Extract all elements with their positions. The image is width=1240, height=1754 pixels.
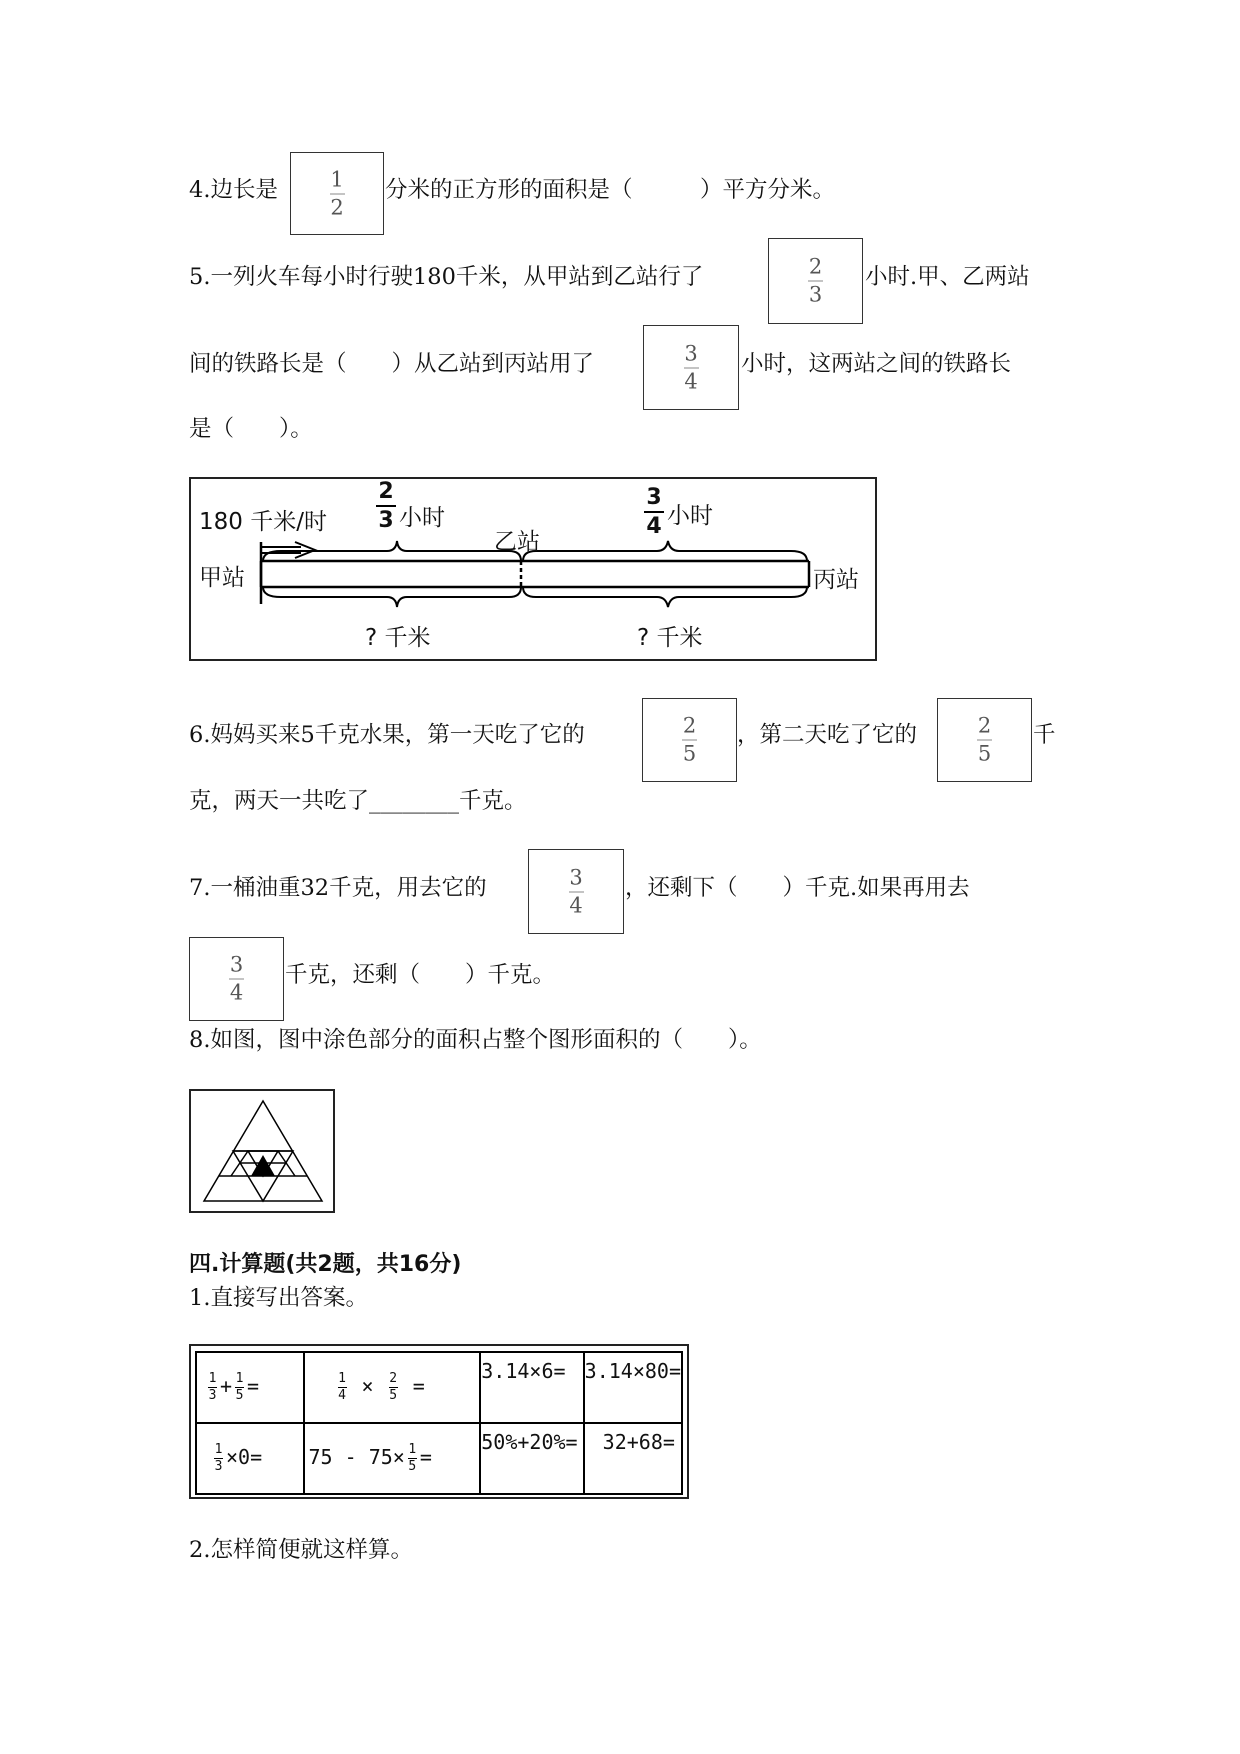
fraction-denominator: 4 [684,369,698,393]
station-jia: 甲站 [199,565,245,591]
calc-q2: 2.怎样简便就这样算。 [189,1537,413,1563]
shaded-triangle [251,1155,275,1176]
calc-table [195,1351,683,1495]
train-route-diagram [189,477,877,661]
fraction-numerator: 3 [646,485,662,510]
fraction-denominator: 5 [682,741,697,766]
fraction-denominator: 2 [330,195,344,219]
q4-fraction-box [290,152,384,235]
q6-text-line1: 6.妈妈买来5千克水果，第一天吃了它的 [189,722,585,748]
calc-cell-r2c3[interactable]: 50%+20%= [480,1423,583,1494]
q6-text-line1-mid: ，第二天吃了它的 [737,722,918,748]
fraction-denominator: 5 [977,741,992,766]
fraction-denominator: 3 [378,508,394,533]
time-unit-2: 小时 [667,503,713,529]
calc-cell-r2c4[interactable]: 32+68= [584,1423,682,1494]
q6-text-line1-end: 千 [1033,722,1056,748]
station-bing: 丙站 [813,567,859,593]
q5-text-line2-end: 小时，这两站之间的铁路长 [741,351,1012,377]
fraction-denominator: 4 [229,980,244,1005]
nested-triangles-drawing [191,1091,333,1211]
q8-text: 8.如图，图中涂色部分的面积占整个图形面积的（ ）。 [189,1027,762,1053]
fraction-numerator: 3 [569,865,583,889]
calc-cell-r1c3[interactable]: 3.14×6= [480,1352,583,1423]
q5-text-line2: 间的铁路长是（ ）从乙站到丙站用了 [189,351,595,377]
q5-fraction-box-2 [643,325,739,410]
q6-fraction-box-1 [642,698,737,782]
diagram-fraction-1 [376,479,396,533]
q5-text-line3: 是（ ）。 [189,416,313,442]
fraction-numerator: 3 [229,952,244,977]
calc-table-frame [189,1344,689,1499]
calc-cell-r2c2[interactable]: 75 - 75× $\frac{1}{5}$ = [304,1423,481,1494]
q7-fraction-box-1 [528,849,624,934]
unknown-distance-1: ? 千米 [365,625,431,651]
calc-cell-r1c1[interactable]: $\frac{1}{3}$ + $\frac{1}{5}$ = [196,1352,304,1423]
station-yi: 乙站 [494,529,540,555]
calc-q1: 1.直接写出答案。 [189,1285,368,1311]
diagram-fraction-2 [644,485,664,539]
fraction-numerator: 2 [977,713,992,738]
fraction-numerator: 1 [330,167,344,191]
brace-bottom-1 [263,587,521,607]
calc-cell-r1c2[interactable]: $\frac{1}{4}$ × $\frac{2}{5}$ = [304,1352,481,1423]
q4-text-start: 4.边长是 [189,177,278,203]
calc-cell-r2c1[interactable]: $\frac{1}{3}$ ×0= [196,1423,304,1494]
q5-text-line1-end: 小时.甲、乙两站 [865,264,1030,290]
fraction-numerator: 3 [684,341,698,365]
unknown-distance-2: ? 千米 [637,625,703,651]
triangle-figure [189,1089,335,1213]
calc-cell-r1c4[interactable]: 3.14×80= [584,1352,682,1423]
section-heading: 四.计算题(共2题，共16分) [189,1252,462,1277]
fraction-denominator: 3 [808,282,823,307]
q7-text-line1: 7.一桶油重32千克，用去它的 [189,875,487,901]
fraction-numerator: 2 [682,713,697,738]
brace-top-2 [523,541,807,561]
fraction-denominator: 4 [569,893,583,917]
fraction-denominator: 4 [646,514,662,539]
q7-text-line1-end: ，还剩下（ ）千克.如果再用去 [625,875,970,901]
q5-fraction-box-1 [768,238,863,324]
brace-bottom-2 [523,587,807,607]
q5-text-line1: 5.一列火车每小时行驶180千米，从甲站到乙站行了 [189,264,704,290]
q4-text-end: 分米的正方形的面积是（ ）平方分米。 [385,177,836,203]
q6-text-line2: 克，两天一共吃了________千克。 [189,788,527,814]
speed-label: 180 千米/时 [199,509,327,535]
fraction-numerator: 2 [808,254,823,279]
q6-fraction-box-2 [937,698,1032,782]
q7-fraction-box-2 [189,937,284,1021]
fraction-numerator: 2 [378,479,394,504]
time-unit-1: 小时 [399,505,445,531]
q7-text-line2: 千克，还剩（ ）千克。 [285,962,556,988]
